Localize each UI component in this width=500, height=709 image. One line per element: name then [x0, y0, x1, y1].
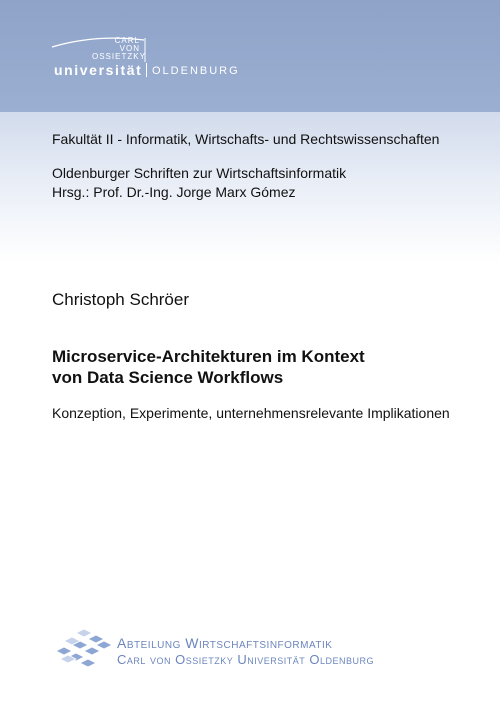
- logo-arc-icon: [0, 0, 500, 112]
- department-cubes-icon: [50, 625, 114, 669]
- title-line-1: Microservice-Architekturen im Kontext: [52, 347, 365, 366]
- logo-small-line-2: VON: [119, 44, 140, 53]
- logo-separator: [146, 63, 147, 77]
- university-logo: [0, 0, 500, 112]
- series-name: Oldenburger Schriften zur Wirtschaftsinformatik: [52, 165, 347, 181]
- department-line-1: Abteilung Wirtschaftsinformatik: [117, 635, 333, 651]
- subtitle: Konzeption, Experimente, unternehmensrelevante Implikationen: [52, 405, 450, 421]
- title-line-2: von Data Science Workflows: [52, 368, 284, 387]
- author-name: Christoph Schröer: [52, 290, 190, 309]
- department-line-2: Carl von Ossietzky Universität Oldenburg: [117, 652, 374, 667]
- series-editor: Hrsg.: Prof. Dr.-Ing. Jorge Marx Gómez: [52, 184, 296, 200]
- logo-word: universität: [54, 62, 143, 78]
- logo-city: OLDENBURG: [152, 65, 240, 77]
- faculty-line: Fakultät II - Informatik, Wirtschafts- und Rechtswissenschaften: [52, 131, 440, 147]
- logo-small-line-3: OSSIETZKY: [92, 52, 146, 61]
- logo-small-line-1: CARL: [114, 36, 140, 45]
